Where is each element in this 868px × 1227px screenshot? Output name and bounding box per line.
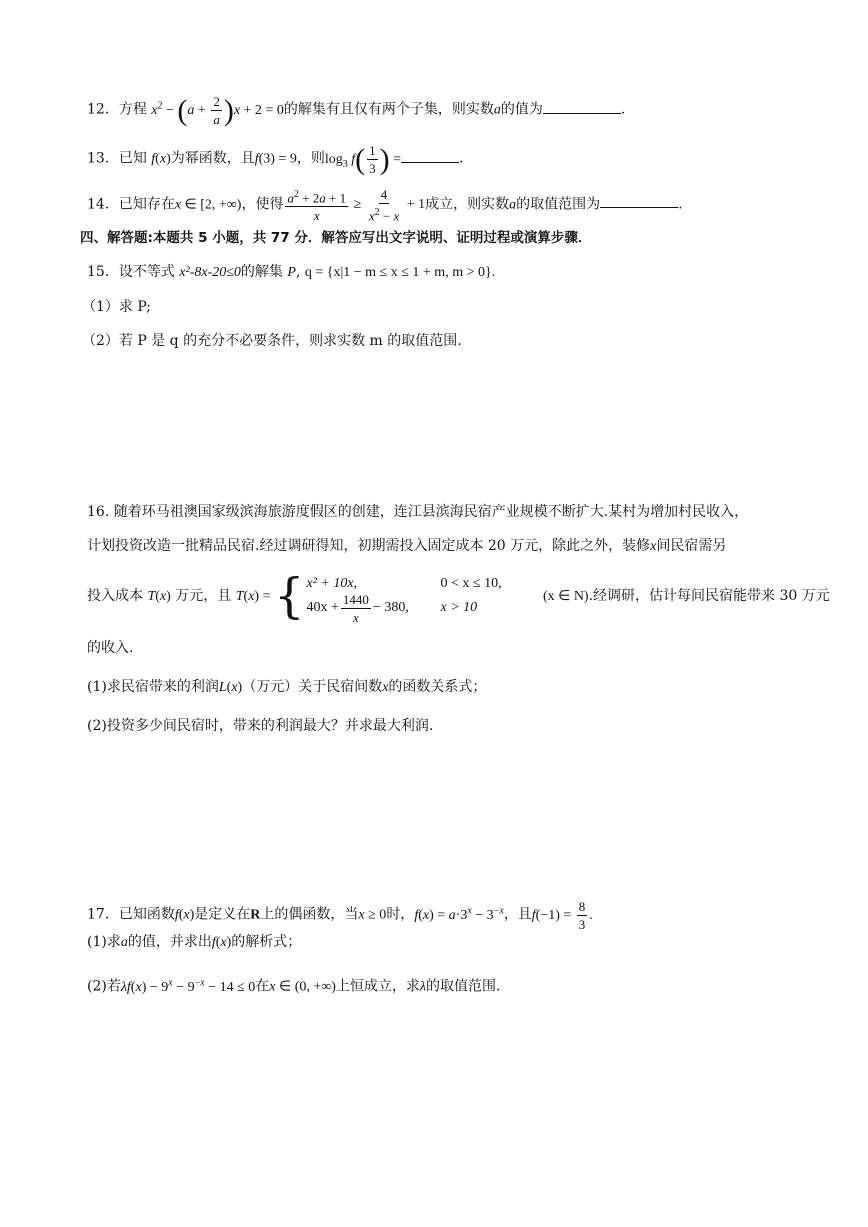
math-inequality: $\lambda f(x) - 9^x - 9^{-x} - 14 \le 0$ — [120, 977, 256, 995]
question-text: (2)若 — [87, 978, 121, 995]
question-17-part-2: (2)若$\lambda f(x) - 9^x - 9^{-x} - 14 \le 0$在x ∈ (0, +∞)上恒成立，求λ的取值范围. — [87, 977, 501, 995]
period: . — [678, 196, 683, 213]
math-fx: f(x) — [174, 907, 195, 923]
question-text: 的解析式； — [231, 934, 302, 950]
question-text: 方程 — [118, 101, 147, 118]
question-number: 14． — [87, 196, 119, 213]
question-text: 的值为 — [500, 101, 543, 118]
question-text: 的函数关系式； — [388, 679, 487, 695]
question-text: (1)求 — [87, 934, 121, 950]
answer-blank[interactable] — [543, 99, 621, 114]
answer-blank[interactable] — [401, 148, 459, 163]
brace: { — [273, 568, 305, 624]
question-text: 上恒成立，求 — [335, 978, 420, 995]
question-number: 17． — [87, 906, 119, 923]
math-condition: x ≥ 0 — [358, 907, 387, 923]
math-f3: f(3) = 9 — [254, 151, 297, 167]
question-text: ，使得 — [241, 196, 284, 213]
question-16-line-2 — [87, 536, 726, 557]
math-inequality: x²-8x-20≤0 — [179, 265, 241, 280]
piecewise-table — [306, 572, 521, 625]
math-fx: f(x) — [151, 151, 171, 167]
question-16-line-3 — [87, 568, 830, 625]
math-log: $\log_3 f$( $\frac{1}{3}$ ) = — [324, 142, 402, 176]
period: . — [620, 101, 626, 118]
question-13 — [87, 142, 464, 177]
math-tx: T(x) — [147, 589, 171, 604]
section-title: 四、解答题:本题共 5 小题，共 77 分．解答应写出文字说明、证明过程或演算步骤． — [80, 230, 592, 246]
question-text: .经调研，估计每间民宿能带来 30 万元 — [588, 588, 830, 604]
question-text: 的解集 — [240, 264, 283, 280]
question-text: 设不等式 — [118, 264, 175, 280]
question-text: 的值，并求出 — [127, 934, 212, 950]
piece-expr: − 380, — [372, 600, 409, 615]
question-text: 在 — [255, 978, 270, 995]
question-15-part-1: （1）求 P; — [82, 299, 151, 315]
math-inequality: $\frac{a^2 + 2a + 1}{x}$ ≥ $\frac{4}{x^2 - x}$ + 1 — [287, 187, 426, 224]
set-q: q = {x|1 − m ≤ x ≤ 1 + m, m > 0}. — [304, 265, 496, 280]
question-14: 14．已知存在x ∈ [2, +∞)，使得 $\frac{a^2 + 2a + 1}{x}$ ≥ $\frac{4}{x^2 - x}$ + 1成立，则实数a的取值范围为 . — [87, 187, 683, 224]
question-text: 已知函数 — [118, 906, 175, 923]
question-text: （万元）关于民宿间数 — [242, 679, 383, 695]
var-x: x — [650, 539, 657, 554]
question-text: 为幂函数，且 — [170, 150, 255, 167]
domain: (x ∈ N) — [542, 589, 589, 604]
question-number: 15． — [87, 264, 119, 280]
answer-blank[interactable] — [600, 193, 678, 208]
question-text: 时， — [386, 906, 415, 923]
question-number: 13． — [87, 150, 119, 167]
question-17 — [87, 891, 593, 931]
question-16-line-4: 的收入. — [87, 640, 134, 656]
period: . — [459, 150, 464, 167]
question-text: 间民宿需另 — [656, 538, 727, 554]
question-text: 的取值范围为 — [516, 196, 601, 213]
question-text: 是定义在 — [194, 906, 251, 923]
question-text: 的取值范围. — [426, 978, 501, 995]
piecewise-function: T(x) = — [235, 589, 274, 604]
math-lx: L(x) — [218, 680, 243, 695]
equation: $x^2 - (a$ + $\frac{2}{a}$ )x + 2 = 0 — [151, 93, 284, 127]
question-text: 的解集有且仅有两个子集，则实数 — [283, 101, 494, 118]
piece-cond: x > 10 — [440, 600, 478, 615]
question-text: (1)求民宿带来的利润 — [87, 679, 219, 695]
question-text: ，且 — [503, 906, 532, 923]
question-text: 成立，则实数 — [425, 196, 510, 213]
question-16-part-2: (2)投资多少间民宿时，带来的利润最大？并求最大利润. — [87, 718, 434, 734]
question-text: 已知存在 — [118, 196, 175, 213]
piece-expr: x² + 10x, — [306, 576, 358, 591]
math-fx: f(x) — [211, 935, 232, 950]
math-value: f(−1) = $\frac{8}{3}$ . — [531, 898, 593, 932]
question-15: 15．设不等式 x²-8x-20≤0的解集 P, q = {x|1 − m ≤ x ≤ 1 + m, m > 0}. — [87, 264, 496, 280]
frac-num: 1440 — [342, 591, 369, 607]
reals-symbol: R — [250, 907, 261, 923]
question-12: 12．方程 $x^2 - (a$ + $\frac{2}{a}$ )x + 2 = 0的解集有且仅有两个子集，则实数a的值为 . — [87, 93, 626, 127]
set-p: P — [287, 265, 296, 280]
question-text: 万元，且 — [175, 588, 232, 604]
question-text: ，则 — [296, 150, 325, 167]
piece-row — [306, 591, 521, 625]
question-text: 已知 — [118, 150, 147, 167]
question-text: 投入成本 — [87, 588, 143, 604]
frac-den: x — [353, 609, 359, 625]
question-15-part-2: （2）若 P 是 q 的充分不必要条件，则求实数 m 的取值范围. — [82, 333, 462, 349]
math-interval: x ∈ (0, +∞) — [269, 979, 336, 995]
question-16-part-1: (1)求民宿带来的利润L(x)（万元）关于民宿间数x的函数关系式； — [87, 679, 487, 695]
math-domain: x ∈ [2, +∞) — [174, 197, 242, 213]
question-16-line-1: 16. 随着环马祖澳国家级滨海旅游度假区的创建，连江县滨海民宿产业规模不断扩大.某村为增加村民收入， — [87, 504, 749, 520]
piece-expr: 40x + — [306, 600, 339, 615]
piece-cond: 0 < x ≤ 10, — [440, 576, 502, 591]
question-text: 计划投资改造一批精品民宿.经过调研得知，初期需投入固定成本 20 万元，除此之外，装修 — [87, 538, 651, 554]
question-17-part-1: (1)求a的值，并求出f(x)的解析式； — [87, 934, 302, 950]
math-definition: $f(x) = a\cdot 3^x - 3^{-x}$ — [414, 905, 504, 923]
question-text: 上的偶函数，当 — [260, 906, 359, 923]
question-number: 12． — [87, 101, 119, 118]
